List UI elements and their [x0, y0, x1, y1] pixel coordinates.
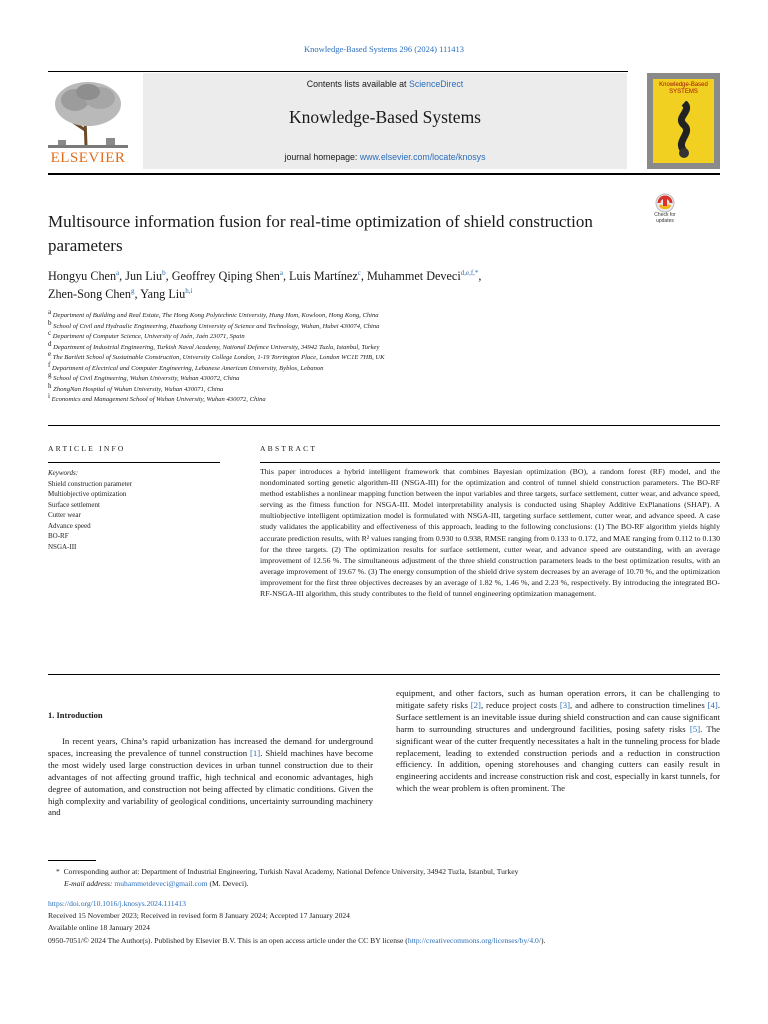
- affiliation-text: School of Civil Engineering, Wuhan University, Wuhan 430072, China: [53, 375, 240, 382]
- body-text: , reduce project costs: [480, 699, 560, 710]
- license-text: 0950-7051/© 2024 The Author(s). Published by Elsevier B.V. This is an open access article under the CC BY license (: [48, 935, 408, 945]
- author-affiliation-marker[interactable]: b: [162, 268, 166, 277]
- cover-artwork: [653, 79, 714, 163]
- affiliation-text: Department of Computer Science, University of Jaén, Jaén 23071, Spain: [52, 333, 245, 340]
- journal-cover-thumbnail[interactable]: [647, 73, 720, 169]
- license-suffix: ).: [540, 935, 546, 945]
- affiliation-item: [48, 391, 708, 406]
- article-metadata: [48, 898, 738, 947]
- body-text: equipment, and other factors, such as human operation errors, it can be challenging to mitigate safety risks: [396, 688, 720, 710]
- affiliation-text: ZhongNan Hospital of Wuhan University, Wuhan 430071, China: [53, 385, 224, 393]
- email-suffix: (M. Deveci).: [207, 878, 249, 888]
- citation-link[interactable]: [2]: [470, 699, 481, 710]
- publisher-wordmark: ELSEVIER: [50, 150, 126, 166]
- abstract-heading: ABSTRACT: [260, 444, 318, 453]
- body-text: . The significant wear of the cutter frequently necessitates a halt in the tunneling process for blade replacement, leading to extended construction periods and a reduction in construction efficiency. In addition, opening storehouses and changing cutters can easily result in engineering accidents and increase construction risk and cost, especially in karst tunnels, for which the wear problem is often prominent. The: [396, 723, 720, 794]
- citation-link[interactable]: [1]: [250, 747, 261, 758]
- affiliation-item: [48, 349, 708, 364]
- cover-figure-icon: [667, 101, 701, 159]
- affiliation-marker: h: [48, 381, 52, 390]
- affiliation-marker: d: [48, 339, 52, 348]
- body-left-column: [48, 736, 373, 819]
- check-updates-icon: [647, 193, 683, 213]
- citation-link[interactable]: [4]: [707, 699, 718, 710]
- author-separator: ,: [165, 269, 172, 283]
- abstract-rule: [260, 462, 720, 463]
- section-rule: [48, 425, 720, 426]
- affiliation-item: [48, 307, 708, 322]
- doi-link[interactable]: https://doi.org/10.1016/j.knosys.2024.111413: [48, 899, 186, 908]
- affiliation-item: [48, 339, 708, 354]
- affiliation-marker: b: [48, 318, 52, 327]
- footnote-mark: *: [56, 867, 60, 876]
- license-link[interactable]: http://creativecommons.org/licenses/by/4.0/: [407, 935, 541, 945]
- email-label: E-mail address:: [64, 878, 115, 888]
- body-right-column: [396, 688, 720, 795]
- contents-prefix: Contents lists available at: [306, 79, 409, 89]
- keyword-item: Shield construction parameter: [48, 479, 132, 488]
- journal-reference-link[interactable]: Knowledge-Based Systems 296 (2024) 111413: [304, 44, 464, 54]
- body-text: , and adhere to construction timelines: [570, 699, 708, 710]
- sciencedirect-link[interactable]: ScienceDirect: [408, 79, 464, 89]
- article-info-heading: ARTICLE INFO: [48, 444, 126, 453]
- author-name[interactable]: Jun Liu: [125, 269, 163, 283]
- author-separator: ,: [360, 269, 367, 283]
- affiliation-item: [48, 360, 708, 375]
- affiliation-marker: c: [48, 328, 52, 337]
- keyword-item: Advance speed: [48, 521, 91, 530]
- affiliation-marker: f: [48, 360, 51, 369]
- footnote-rule: [48, 860, 96, 861]
- affiliation-text: Department of Electrical and Computer Engineering, Lebanese American University, Byblos, Lebanon: [52, 364, 324, 372]
- author-affiliation-marker[interactable]: a: [116, 268, 120, 277]
- author-name[interactable]: Zhen-Song Chen: [48, 286, 131, 301]
- paper-title: Multisource information fusion for real-time optimization of shield construction parameters: [48, 212, 593, 255]
- affiliation-text: Economics and Management School of Wuhan University, Wuhan 430072, China: [51, 396, 266, 403]
- author-name[interactable]: Hongyu Chen: [48, 269, 117, 283]
- keyword-item: Surface settlement: [48, 500, 100, 509]
- affiliation-text: Department of Building and Real Estate, The Hong Kong Polytechnic University, Hung Hom, Kowloon, Hong Kong, China: [52, 312, 379, 319]
- author-separator: ,: [478, 269, 482, 283]
- journal-homepage: [143, 152, 627, 162]
- abstract-text: This paper introduces a hybrid intelligent framework that combines Bayesian optimization (BO), a random forest (RF) model, and the nondominated sorting genetic algorithm-III (NSGA-III) for the optimization and control of tunnel shield construction parameters. The BO-RF method establishes a nonlinear mapping function between the input variables and three targets, surface settlement, cutter wear, and advance speed, serving as the fitness function for NSGA-III. Model interpretability analysis is conducted using Shapley Additive ExPlanations (SHAP). A multiobjective intelligent optimization model is formulated with NSGA-III, targeting surface settlement, cutter wear, and advance speed. A case study validates the applicability and effectiveness of this approach, leading to the following conclusions: (1) The BO-RF algorithm yields highly accurate prediction results, with R² values ranging from 0.930 to 0.938, RMSE ranging from 0.133 to 0.172, and MAE ranging from 0.112 to 0.130 for the three targets. (2) The optimization results for surface settlement, cutter wear, and advance speed are outstanding, with an average improvement of 12.56 %. The simultaneous adjustment of the three shield construction parameters leads to the best optimization results, with an average improvement of 19.67 %. (3) The energy consumption of the shield drive system decreases by an average of 10.70 %, and the optimization improvement for the first three objectives decreases by an average of 1.82 %, 1.46 %, and 2.23 %, respectively. By introducing the integrated BO-RF-NSGA-III algorithm, this study contributes to the field of tunnel engineering optimization management.: [260, 467, 720, 599]
- contents-availability: [143, 79, 627, 89]
- affiliation-item: [48, 370, 708, 385]
- introduction-heading: 1. Introduction: [48, 710, 103, 720]
- affiliation-list: [48, 307, 708, 406]
- email-link[interactable]: muhammetdeveci@gmail.com: [114, 878, 208, 888]
- check-for-updates-badge[interactable]: [647, 193, 683, 233]
- affiliation-text: School of Civil and Hydraulic Engineering, Huazhong University of Science and Technology, Wuhan, Hubei 430074, China: [53, 322, 380, 330]
- author-name[interactable]: Luis Martínez: [289, 269, 358, 283]
- affiliation-marker: e: [48, 349, 52, 358]
- author-name[interactable]: Geoffrey Qiping Shen: [171, 269, 280, 283]
- article-info-rule: [48, 462, 220, 463]
- corresponding-address: Corresponding author at: Department of Industrial Engineering, Turkish Naval Academy, National Defence University, 34942 Tuzla, Istanbul, Turkey: [63, 867, 519, 876]
- author-list: [48, 268, 648, 303]
- author-affiliation-marker[interactable]: a: [279, 268, 283, 277]
- license-line: [48, 935, 738, 947]
- affiliation-marker: i: [48, 391, 50, 400]
- keyword-item: BO-RF: [48, 532, 69, 540]
- received-dates: Received 15 November 2023; Received in revised form 8 January 2024; Accepted 17 January 2024: [48, 911, 350, 921]
- author-name[interactable]: Yang Liu: [140, 286, 186, 301]
- citation-link[interactable]: [3]: [559, 699, 571, 710]
- affiliation-item: [48, 381, 708, 396]
- affiliation-text: The Bartlett School of Sustainable Construction, University College London, 1-19 Torrington Place, London WC1E 7HB, UK: [52, 354, 385, 361]
- author-separator: ,: [119, 269, 126, 283]
- online-date: Available online 18 January 2024: [48, 923, 150, 933]
- author-separator: ,: [282, 269, 290, 283]
- keyword-item: Multiobjective optimization: [48, 490, 127, 498]
- abstract-end-rule: [48, 674, 720, 675]
- cover-title: Knowledge-Based SYSTEMS: [659, 82, 708, 95]
- keyword-item: Cutter wear: [48, 511, 81, 519]
- body-text: In recent years, China’s rapid urbanization has increased the demand for underground spaces, increasing the prevalence of tunnel construction: [48, 736, 373, 758]
- keyword-list: [48, 479, 228, 553]
- author-name[interactable]: Muhammet Deveci: [366, 269, 461, 283]
- author-separator: ,: [134, 286, 141, 301]
- affiliation-item: [48, 318, 708, 333]
- affiliation-marker: a: [48, 307, 52, 316]
- author-affiliation-marker[interactable]: c: [357, 268, 361, 277]
- body-text: . Surface settlement is an inevitable issue during shield construction and can cause significant harm to surrounding structures and underground facilities, posing safety risks: [396, 699, 720, 734]
- masthead-top-rule: [48, 71, 628, 72]
- citation-link[interactable]: [5]: [689, 723, 701, 734]
- body-text: . Shield machines have become the most widely used large construction devices in urban tunnel construction due to their advantages of not affecting ground traffic, high technical and economic advantages, high degree of automation, and construction not being affected by climatic conditions. Given the high complexity and variability of geological conditions, uncertainty surrounding machinery and: [48, 747, 373, 818]
- keywords-block: [48, 468, 228, 552]
- author-affiliation-marker[interactable]: d,e,f,*: [460, 268, 479, 277]
- homepage-prefix: journal homepage:: [284, 152, 360, 162]
- author-affiliation-marker[interactable]: h,i: [185, 286, 193, 295]
- masthead-bottom-rule: [48, 173, 720, 175]
- affiliation-marker: g: [48, 370, 52, 379]
- keyword-item: NSGA-III: [48, 542, 77, 551]
- journal-homepage-link[interactable]: www.elsevier.com/locate/knosys: [359, 152, 486, 162]
- check-updates-label: Check for updates: [654, 212, 676, 224]
- keywords-label: Keywords:: [48, 469, 79, 477]
- journal-title: Knowledge-Based Systems: [289, 107, 481, 127]
- affiliation-text: Department of Industrial Engineering, Turkish Naval Academy, National Defence University, 34942 Tuzla, Istanbul, Turkey: [53, 343, 380, 351]
- corresponding-author-footnote: [48, 866, 728, 889]
- affiliation-item: [48, 328, 708, 343]
- author-affiliation-marker[interactable]: g: [130, 286, 135, 295]
